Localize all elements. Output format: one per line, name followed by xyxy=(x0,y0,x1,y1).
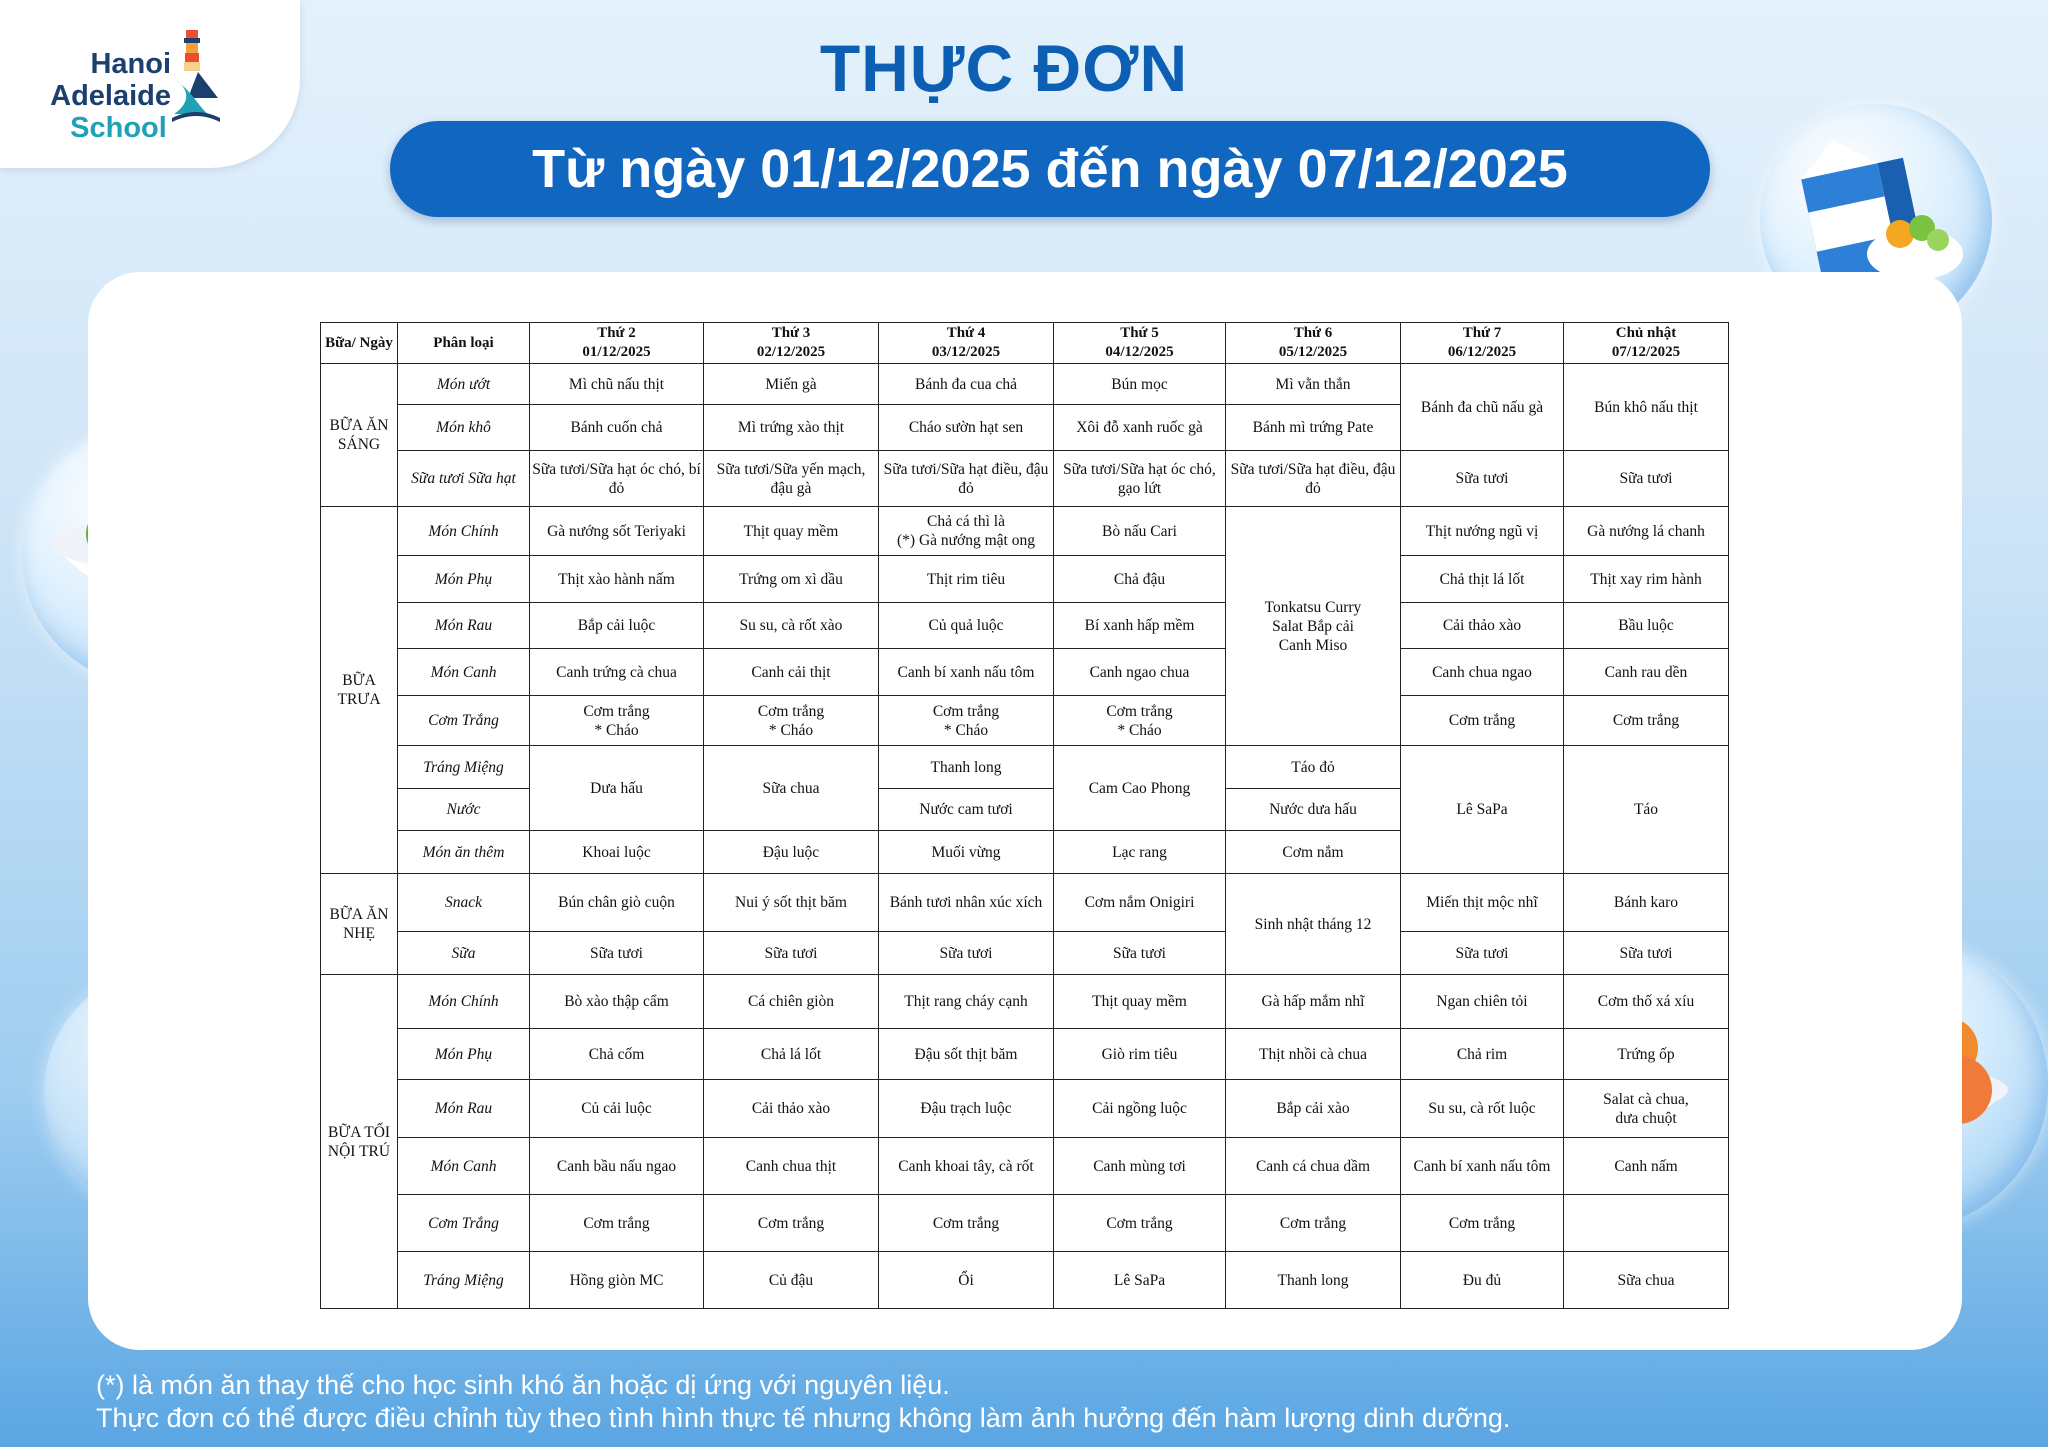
menu-cell: Lê SaPa xyxy=(1401,746,1564,874)
header-day-thu: Thứ 5 04/12/2025 xyxy=(1054,323,1226,364)
table-row xyxy=(321,975,1729,1029)
category-cell: Sữa tươi Sữa hạt xyxy=(398,451,530,507)
menu-cell: Cải thảo xào xyxy=(704,1080,879,1138)
category-cell: Tráng Miệng xyxy=(398,1252,530,1309)
menu-cell: Chả cốm xyxy=(530,1029,704,1080)
logo-line-school: School xyxy=(70,112,167,144)
menu-cell: Trứng ốp xyxy=(1564,1029,1729,1080)
table-row xyxy=(321,451,1729,507)
menu-cell: Củ cải luộc xyxy=(530,1080,704,1138)
category-cell: Tráng Miệng xyxy=(398,746,530,789)
header-day-mon: Thứ 2 01/12/2025 xyxy=(530,323,704,364)
header-day-tue: Thứ 3 02/12/2025 xyxy=(704,323,879,364)
menu-cell: Miến gà xyxy=(704,364,879,405)
menu-cell: Canh khoai tây, cà rốt xyxy=(879,1138,1054,1195)
menu-cell: Sữa tươi/Sữa hạt điều, đậu đỏ xyxy=(1226,451,1401,507)
menu-cell: Chả lá lốt xyxy=(704,1029,879,1080)
table-row xyxy=(321,696,1729,746)
menu-cell: Sữa tươi xyxy=(1401,451,1564,507)
meal-breakfast: BỮA ĂN SÁNG xyxy=(321,364,398,507)
category-cell: Món Phụ xyxy=(398,556,530,603)
menu-cell: Củ quả luộc xyxy=(879,603,1054,649)
table-row xyxy=(321,874,1729,932)
menu-cell: Miến thịt mộc nhĩ xyxy=(1401,874,1564,932)
menu-cell: Thịt xay rim hành xyxy=(1564,556,1729,603)
menu-cell: Cơm trắng xyxy=(879,1195,1054,1252)
menu-cell: Gà hấp mắm nhĩ xyxy=(1226,975,1401,1029)
category-cell: Món Rau xyxy=(398,603,530,649)
category-cell: Món Canh xyxy=(398,1138,530,1195)
menu-cell: Canh cải thịt xyxy=(704,649,879,696)
table-row xyxy=(321,1252,1729,1309)
menu-cell: Nước dưa hấu xyxy=(1226,789,1401,831)
menu-cell: Bánh mì trứng Pate xyxy=(1226,405,1401,451)
header-day-wed: Thứ 4 03/12/2025 xyxy=(879,323,1054,364)
menu-cell-friday-special: Tonkatsu Curry Salat Bắp cải Canh Miso xyxy=(1226,507,1401,746)
menu-cell: Mì vằn thắn xyxy=(1226,364,1401,405)
category-cell: Món ăn thêm xyxy=(398,831,530,874)
menu-cell: Bún khô nấu thịt xyxy=(1564,364,1729,451)
category-cell: Món Rau xyxy=(398,1080,530,1138)
menu-cell: Ngan chiên tỏi xyxy=(1401,975,1564,1029)
header-category: Phân loại xyxy=(398,323,530,364)
header-day-sat: Thứ 7 06/12/2025 xyxy=(1401,323,1564,364)
menu-cell: Cá chiên giòn xyxy=(704,975,879,1029)
menu-cell: Khoai luộc xyxy=(530,831,704,874)
table-row xyxy=(321,1080,1729,1138)
menu-cell: Thịt rim tiêu xyxy=(879,556,1054,603)
menu-cell: Đậu sốt thịt băm xyxy=(879,1029,1054,1080)
menu-cell: Cơm trắng xyxy=(1401,1195,1564,1252)
menu-cell: Su su, cà rốt luộc xyxy=(1401,1080,1564,1138)
menu-cell: Canh bầu nấu ngao xyxy=(530,1138,704,1195)
menu-cell: Ổi xyxy=(879,1252,1054,1309)
menu-cell: Canh ngao chua xyxy=(1054,649,1226,696)
menu-cell: Cơm trắng xyxy=(704,1195,879,1252)
menu-cell: Canh mùng tơi xyxy=(1054,1138,1226,1195)
menu-cell: Su su, cà rốt xào xyxy=(704,603,879,649)
menu-cell: Canh rau dền xyxy=(1564,649,1729,696)
menu-cell: Giò rim tiêu xyxy=(1054,1029,1226,1080)
page-title: THỰC ĐƠN xyxy=(819,31,1189,105)
menu-cell: Salat cà chua, dưa chuột xyxy=(1564,1080,1729,1138)
menu-cell: Bí xanh hấp mềm xyxy=(1054,603,1226,649)
menu-cell: Nui ý sốt thịt băm xyxy=(704,874,879,932)
menu-cell: Canh chua ngao xyxy=(1401,649,1564,696)
menu-cell: Cải ngồng luộc xyxy=(1054,1080,1226,1138)
menu-cell: Sữa tươi xyxy=(879,932,1054,975)
menu-cell: Cam Cao Phong xyxy=(1054,746,1226,831)
menu-cell: Sữa tươi/Sữa hạt óc chó, gạo lứt xyxy=(1054,451,1226,507)
category-cell: Món khô xyxy=(398,405,530,451)
footnote-adjustment: Thực đơn có thể được điều chỉnh tùy theo tình hình thực tế nhưng không làm ảnh hưởng đến hàm lượng dinh dưỡng. xyxy=(96,1403,1511,1433)
category-cell: Cơm Trắng xyxy=(398,696,530,746)
menu-cell: Bánh đa cua chả xyxy=(879,364,1054,405)
table-row xyxy=(321,1195,1729,1252)
category-cell: Cơm Trắng xyxy=(398,1195,530,1252)
menu-cell: Sữa tươi xyxy=(704,932,879,975)
menu-cell: Gà nướng sốt Teriyaki xyxy=(530,507,704,556)
menu-cell: Bò xào thập cẩm xyxy=(530,975,704,1029)
menu-cell: Sữa tươi xyxy=(1054,932,1226,975)
menu-cell: Cơm trắng xyxy=(1564,696,1729,746)
menu-cell: Đậu trạch luộc xyxy=(879,1080,1054,1138)
category-cell: Món Chính xyxy=(398,507,530,556)
menu-cell: Cháo sườn hạt sen xyxy=(879,405,1054,451)
table-row xyxy=(321,507,1729,556)
menu-cell: Táo đỏ xyxy=(1226,746,1401,789)
menu-cell: Bắp cải luộc xyxy=(530,603,704,649)
menu-cell: Bắp cải xào xyxy=(1226,1080,1401,1138)
date-range-text: Từ ngày 01/12/2025 đến ngày 07/12/2025 xyxy=(532,139,1568,199)
menu-cell: Chả đậu xyxy=(1054,556,1226,603)
table-row xyxy=(321,556,1729,603)
header-day-sun: Chủ nhật 07/12/2025 xyxy=(1564,323,1729,364)
menu-cell-birthday: Sinh nhật tháng 12 xyxy=(1226,874,1401,975)
header-day-fri: Thứ 6 05/12/2025 xyxy=(1226,323,1401,364)
menu-cell: Muối vừng xyxy=(879,831,1054,874)
menu-cell: Gà nướng lá chanh xyxy=(1564,507,1729,556)
menu-cell: Xôi đỗ xanh ruốc gà xyxy=(1054,405,1226,451)
category-cell: Món Chính xyxy=(398,975,530,1029)
category-cell: Món ướt xyxy=(398,364,530,405)
menu-cell: Đu đủ xyxy=(1401,1252,1564,1309)
menu-cell: Sữa tươi xyxy=(1564,451,1729,507)
footnote-substitute: (*) là món ăn thay thế cho học sinh khó ăn hoặc dị ứng với nguyên liệu. xyxy=(96,1370,950,1400)
logo-line-hanoi: Hanoi xyxy=(90,48,171,80)
menu-cell: Canh bí xanh nấu tôm xyxy=(879,649,1054,696)
category-cell: Sữa xyxy=(398,932,530,975)
menu-cell: Củ đậu xyxy=(704,1252,879,1309)
menu-cell: Canh trứng cà chua xyxy=(530,649,704,696)
menu-cell: Bún mọc xyxy=(1054,364,1226,405)
menu-cell: Chả thịt lá lốt xyxy=(1401,556,1564,603)
menu-cell: Cải thảo xào xyxy=(1401,603,1564,649)
menu-cell xyxy=(1564,1195,1729,1252)
menu-cell: Cơm nắm xyxy=(1226,831,1401,874)
menu-cell: Canh bí xanh nấu tôm xyxy=(1401,1138,1564,1195)
menu-cell: Chả cá thì là (*) Gà nướng mật ong xyxy=(879,507,1054,556)
menu-cell: Sữa tươi xyxy=(1401,932,1564,975)
header-meal-day: Bữa/ Ngày xyxy=(321,323,398,364)
menu-cell: Trứng om xì dầu xyxy=(704,556,879,603)
menu-cell: Canh nấm xyxy=(1564,1138,1729,1195)
menu-cell: Sữa tươi xyxy=(530,932,704,975)
logo-line-adelaide: Adelaide xyxy=(50,80,171,112)
menu-cell: Sữa tươi xyxy=(1564,932,1729,975)
menu-cell: Bánh karo xyxy=(1564,874,1729,932)
menu-cell: Cơm trắng xyxy=(530,1195,704,1252)
menu-cell: Cơm trắng * Cháo xyxy=(879,696,1054,746)
menu-cell: Thanh long xyxy=(1226,1252,1401,1309)
menu-cell: Bánh tươi nhân xúc xích xyxy=(879,874,1054,932)
weekly-menu-table xyxy=(320,322,1729,1309)
menu-cell: Sữa chua xyxy=(704,746,879,831)
table-row xyxy=(321,364,1729,405)
date-range-banner xyxy=(390,121,1710,217)
menu-cell: Táo xyxy=(1564,746,1729,874)
menu-cell: Đậu luộc xyxy=(704,831,879,874)
menu-cell: Thịt quay mềm xyxy=(704,507,879,556)
menu-cell: Cơm trắng xyxy=(1054,1195,1226,1252)
menu-cell: Bún chân giò cuộn xyxy=(530,874,704,932)
table-header-row xyxy=(321,323,1729,364)
menu-cell: Cơm trắng * Cháo xyxy=(704,696,879,746)
table-row xyxy=(321,1029,1729,1080)
menu-cell: Bánh đa chũ nấu gà xyxy=(1401,364,1564,451)
menu-cell: Canh chua thịt xyxy=(704,1138,879,1195)
menu-cell: Cơm thố xá xíu xyxy=(1564,975,1729,1029)
category-cell: Snack xyxy=(398,874,530,932)
table-row xyxy=(321,603,1729,649)
menu-cell: Cơm nắm Onigiri xyxy=(1054,874,1226,932)
menu-cell: Sữa tươi/Sữa yến mạch, đậu gà xyxy=(704,451,879,507)
menu-cell: Sữa chua xyxy=(1564,1252,1729,1309)
menu-cell: Thịt nướng ngũ vị xyxy=(1401,507,1564,556)
table-row xyxy=(321,746,1729,789)
menu-cell: Lê SaPa xyxy=(1054,1252,1226,1309)
menu-cell: Canh cá chua dầm xyxy=(1226,1138,1401,1195)
menu-cell: Chả rim xyxy=(1401,1029,1564,1080)
category-cell: Món Canh xyxy=(398,649,530,696)
menu-cell: Dưa hấu xyxy=(530,746,704,831)
menu-cell: Cơm trắng * Cháo xyxy=(530,696,704,746)
menu-cell: Thịt rang cháy cạnh xyxy=(879,975,1054,1029)
category-cell: Món Phụ xyxy=(398,1029,530,1080)
menu-cell: Thịt xào hành nấm xyxy=(530,556,704,603)
menu-cell: Cơm trắng xyxy=(1226,1195,1401,1252)
menu-cell: Bánh cuốn chả xyxy=(530,405,704,451)
menu-cell: Sữa tươi/Sữa hạt óc chó, bí đỏ xyxy=(530,451,704,507)
menu-cell: Bầu luộc xyxy=(1564,603,1729,649)
table-row xyxy=(321,1138,1729,1195)
category-cell: Nước xyxy=(398,789,530,831)
meal-lunch: BỮA TRƯA xyxy=(321,507,398,874)
table-row xyxy=(321,932,1729,975)
menu-cell: Cơm trắng xyxy=(1401,696,1564,746)
menu-cell: Thanh long xyxy=(879,746,1054,789)
menu-cell: Hồng giòn MC xyxy=(530,1252,704,1309)
menu-cell: Thịt nhồi cà chua xyxy=(1226,1029,1401,1080)
meal-dinner: BỮA TỐI NỘI TRÚ xyxy=(321,975,398,1309)
menu-cell: Bò nấu Cari xyxy=(1054,507,1226,556)
meal-snack: BỮA ĂN NHẸ xyxy=(321,874,398,975)
menu-cell: Nước cam tươi xyxy=(879,789,1054,831)
menu-cell: Thịt quay mềm xyxy=(1054,975,1226,1029)
menu-cell: Lạc rang xyxy=(1054,831,1226,874)
table-row xyxy=(321,649,1729,696)
menu-cell: Mì chũ nấu thịt xyxy=(530,364,704,405)
menu-cell: Mì trứng xào thịt xyxy=(704,405,879,451)
menu-cell: Sữa tươi/Sữa hạt điều, đậu đỏ xyxy=(879,451,1054,507)
menu-cell: Cơm trắng * Cháo xyxy=(1054,696,1226,746)
